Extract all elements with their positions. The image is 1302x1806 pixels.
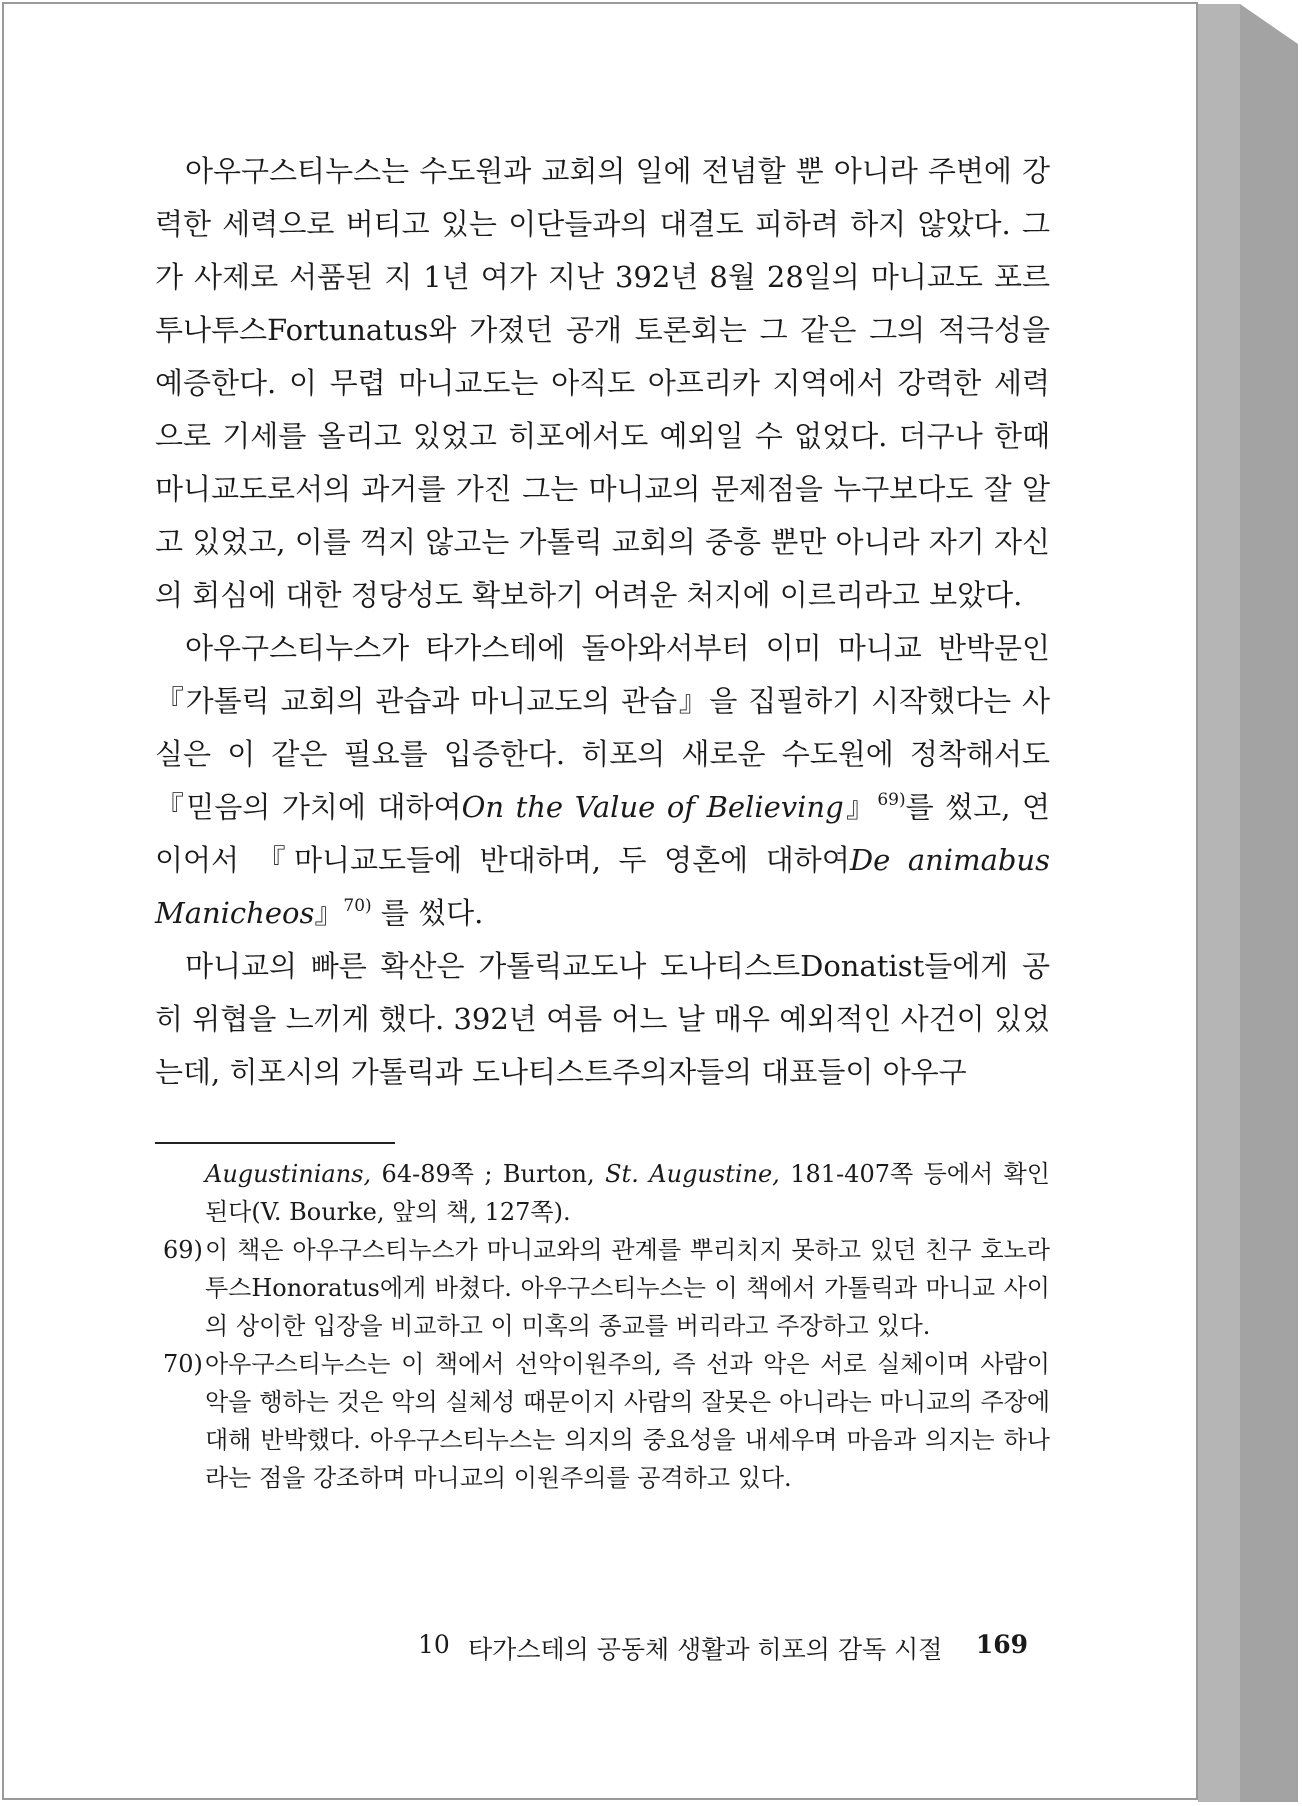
page-number: 169 [975,1630,1028,1659]
book-title-italic: De animabus Manicheos [155,843,1050,930]
paragraph-1: 아우구스티누스는 수도원과 교회의 일에 전념할 뿐 아니라 주변에 강력한 세력으로 버티고 있는 이단들과의 대결도 피하려 하지 않았다. 그가 사제로 서품된 지 1년 여가 지난 392년 8월 28일의 마니교도 포르투나투스Fortunatus와 가졌던 공개 토론회는 그 같은 그의 적극성을 예증한다. 이 무렵 마니교도는 아직도 아프리카 지역에서 강력한 세력으로 기세를 올리고 있었고 히포에서도 예외일 수 없었다. 더구나 한때 마니교도로서의 과거를 가진 그는 마니교의 문제점을 누구보다도 잘 알고 있었고, 이를 꺽지 않고는 가톨릭 교회의 중흥 뿐만 아니라 자기 자신의 회심에 대한 정당성도 확보하기 어려운 처지에 이르리라고 보았다. [155,154,1051,612]
footnote-separator [155,1142,395,1144]
footnote-continued: Augustinians, 64-89쪽 ; Burton, St. Augustine, 181-407쪽 등에서 확인된다(V. Bourke, 앞의 책, 127쪽). [205,1160,1050,1226]
footnote-text: 아우구스티누스는 이 책에서 선악이원주의, 즉 선과 악은 서로 실체이며 사람이 악을 행하는 것은 악의 실체성 때문이지 사람의 잘못은 아니라는 마니교의 주장에 대해 반박했다. 아우구스티누스는 의지의 중요성을 내세우며 마음과 의지는 하나라는 점을 강조하며 마니교의 이원주의를 공격하고 있다. [205,1350,1050,1492]
running-footer [418,1630,1028,1670]
footnote-69 [155,1231,1050,1345]
paragraph-3: 마니교의 빠른 확산은 가톨릭교도나 도나티스트Donatist들에게 공히 위협을 느끼게 했다. 392년 여름 어느 날 매우 예외적인 사건이 있었는데, 히포시의 가톨릭과 도나티스트주의자들의 대표들이 아우구 [155,949,1050,1089]
chapter-number: 10 [418,1630,450,1659]
footnote-text: 이 책은 아우구스티누스가 마니교와의 관계를 뿌리치지 못하고 있던 친구 호노라투스Honoratus에게 바쳤다. 아우구스티누스는 이 책에서 가톨릭과 마니교 사이의 상이한 입장을 비교하고 이 미혹의 종교를 버리라고 주장하고 있다. [205,1236,1050,1340]
footnote-ref-69: 69) [877,790,906,810]
paragraph-2: 아우구스티누스가 타가스테에 돌아와서부터 이미 마니교 반박문인 『가톨릭 교회의 관습과 마니교도의 관습』을 집필하기 시작했다는 사실은 이 같은 필요를 입증한다. 히포의 새로운 수도원에 정착해서도 『믿음의 가치에 대하여On the Value of Believing』$^{69)}$를 썼고, 연이어서 『마니교도들에 반대하며, 두 영혼에 대하여De animabus Manicheos』$^{70)}$ 를 썼다. [155,631,1051,930]
footnote-70 [155,1345,1050,1497]
footnote-ref-70: 70) [343,896,372,916]
footnotes [155,1155,1050,1497]
footnote-number: 70) [163,1350,203,1378]
book-title-italic: On the Value of Believing [461,790,844,824]
body-text [155,145,1050,1099]
chapter-title: 타가스테의 공동체 생활과 히포의 감독 시절 [468,1635,943,1664]
footnote-number: 69) [163,1236,203,1264]
